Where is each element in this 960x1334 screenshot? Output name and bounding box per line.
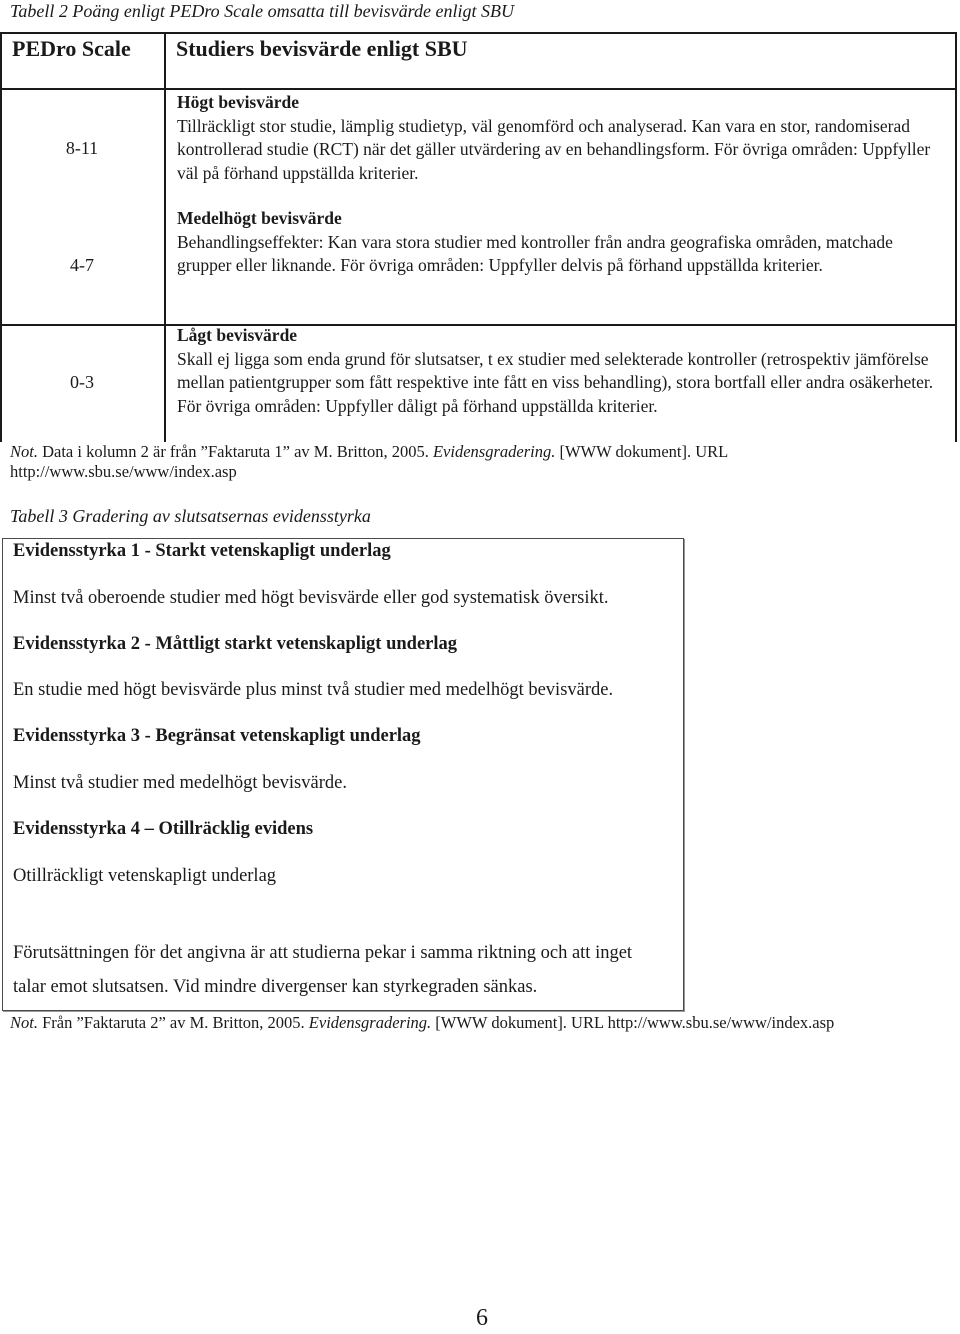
evidence-high-text: Tillräckligt stor studie, lämplig studietyp, väl genomförd och analyserad. Kan vara en stor, randomiserad kontrollerad studie (RCT) när det gäller utvärdering av en behandlingsform. För övriga områden: Uppfyller väl på förhand uppställda kriterier. [177,115,931,183]
table3-caption: Tabell 3 Gradering av slutsatsernas evidensstyrka [10,506,371,526]
note-label: Not. [10,442,38,461]
table-border-top [0,32,957,34]
table3-note [10,1013,950,1033]
evidence-level-1-text: Minst två oberoende studier med högt bevisvärde eller god systematisk översikt. [13,588,609,608]
evidence-level-1-heading: Evidensstyrka 1 - Starkt vetenskapligt underlag [13,541,391,561]
evidence-footer: Förutsättningen för det angivna är att studierna pekar i samma riktning och att inget talar emot slutsatsen. Vid mindre divergenser kan styrkegraden sänkas. [13,943,633,997]
note-italic-title: Evidensgradering. [432,442,556,461]
table-border-right [955,32,957,442]
note-text-1: Data i kolumn 2 är från ”Faktaruta 1” av M. Britton, 2005. [37,442,433,461]
evidence-level-4-heading: Evidensstyrka 4 – Otillräcklig evidens [13,819,314,839]
evidence-level-4-text: Otillräckligt vetenskapligt underlag [13,866,277,886]
table2-note [10,442,810,482]
table2-caption: Tabell 2 Poäng enligt PEDro Scale omsatta till bevisvärde enligt SBU [10,1,514,21]
page-number: 6 [476,1305,488,1331]
note-text-1: Från ”Faktaruta 2” av M. Britton, 2005. [37,1013,309,1032]
note-label: Not. [10,1013,38,1032]
evidence-level-2-text: En studie med högt bevisvärde plus minst två studier med medelhögt bevisvärde. [13,680,614,700]
score-0-3: 0-3 [70,372,94,392]
evidence-high-title: Högt bevisvärde [177,92,300,112]
note-url: http://www.sbu.se/www/index.asp [10,462,237,481]
note-italic-title: Evidensgradering. [308,1013,432,1032]
header-divider [0,88,957,90]
evidence-level-3-text: Minst två studier med medelhögt bevisvärde. [13,773,347,793]
evidence-level-3-heading: Evidensstyrka 3 - Begränsat vetenskapligt underlag [13,726,421,746]
score-8-11: 8-11 [65,138,99,158]
header-pedro-scale: PEDro Scale [12,36,131,61]
header-sbu-evidence: Studiers bevisvärde enligt SBU [176,36,468,61]
evidence-high [177,91,947,185]
pedro-table [0,32,957,442]
evidence-medium [177,207,947,278]
note-text-2: [WWW dokument]. URL http://www.sbu.se/www/index.asp [431,1013,835,1032]
evidence-strength-table [2,538,684,1011]
column-divider [164,32,166,442]
evidence-medium-title: Medelhögt bevisvärde [177,208,342,228]
evidence-level-2-heading: Evidensstyrka 2 - Måttligt starkt vetenskapligt underlag [13,634,457,654]
evidence-low-title: Lågt bevisvärde [177,325,298,345]
evidence-low-text: Skall ej ligga som enda grund för slutsatser, t ex studier med selekterade kontroller (retrospektiv jämförelse mellan patientgrupper som fått respektive inte fått en viss behandling), stora bortfall eller andra osäkerheter. För övriga områden: Uppfyller dåligt på förhand uppställda kriterier. [177,348,934,416]
evidence-low [177,324,947,418]
score-4-7: 4-7 [70,255,94,275]
evidence-medium-text: Behandlingseffekter: Kan vara stora studier med kontroller från andra geografiska områden, matchade grupper eller liknande. För övriga områden: Uppfyller delvis på förhand uppställda kriterier. [177,231,893,275]
note-text-2: [WWW dokument]. URL [555,442,729,461]
